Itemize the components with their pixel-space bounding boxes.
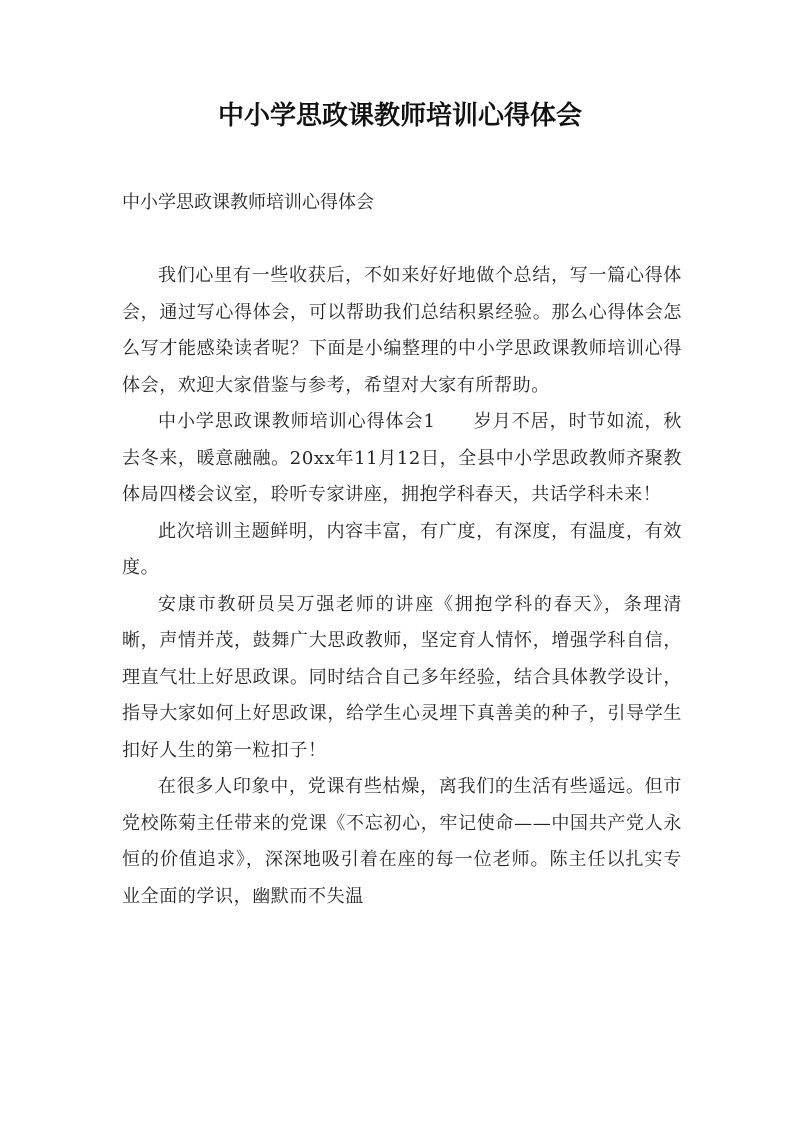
document-title: 中小学思政课教师培训心得体会 [217, 101, 582, 131]
document-subtitle: 中小学思政课教师培训心得体会 [122, 192, 374, 213]
paragraph-article-1: 中小学思政课教师培训心得体会1 岁月不居，时节如流，秋去冬来，暖意融融。20xx年11月12日，全县中小学思政教师齐聚教体局四楼会议室，聆听专家讲座，拥抱学科春天，共话学科未来！ [122, 411, 682, 505]
paragraph-intro: 我们心里有一些收获后，不如来好好地做个总结，写一篇心得体会，通过写心得体会，可以帮助我们总结积累经验。那么心得体会怎么写才能感染读者呢？下面是小编整理的中小学思政课教师培训心得体会，欢迎大家借鉴与参考，希望对大家有所帮助。 [122, 265, 682, 396]
document-body [122, 258, 682, 915]
paragraph-party-lesson: 在很多人印象中，党课有些枯燥，离我们的生活有些遥远。但市党校陈菊主任带来的党课《不忘初心，牢记使命——中国共产党人永恒的价值追求》，深深地吸引着在座的每一位老师。陈主任以扎实专业全面的学识，幽默而不失温 [122, 776, 682, 907]
paragraph-lecture: 安康市教研员吴万强老师的讲座《拥抱学科的春天》，条理清晰，声情并茂，鼓舞广大思政教师，坚定育人情怀，增强学科自信，理直气壮上好思政课。同时结合自己多年经验，结合具体教学设计，指导大家如何上好思政课，给学生心灵埋下真善美的种子，引导学生扣好人生的第一粒扣子！ [122, 593, 682, 761]
paragraph-theme: 此次培训主题鲜明，内容丰富，有广度，有深度，有温度，有效度。 [122, 520, 682, 578]
